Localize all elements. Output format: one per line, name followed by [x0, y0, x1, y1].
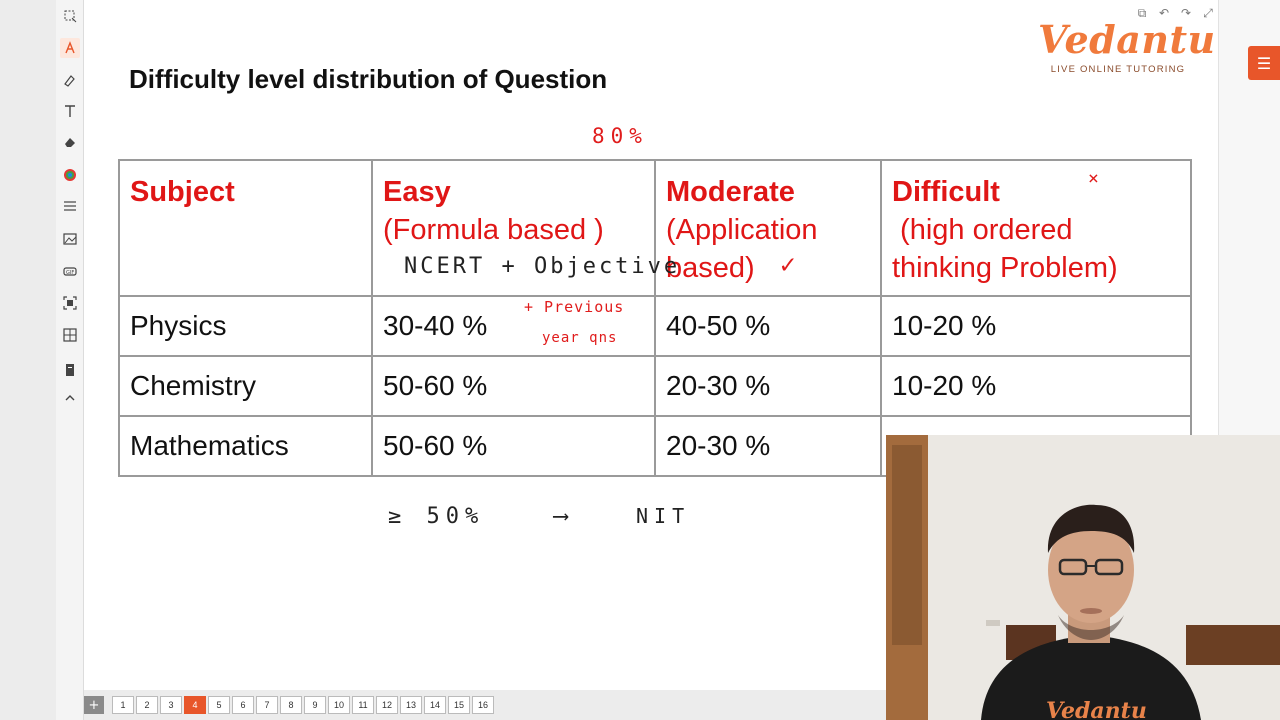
moderate-cell: 40-50 % — [655, 296, 881, 356]
page-tab[interactable]: 1 — [112, 696, 134, 714]
svg-text:GIF: GIF — [66, 270, 75, 276]
page-tab[interactable]: 4 — [184, 696, 206, 714]
page-tab[interactable]: 8 — [280, 696, 302, 714]
header-moderate — [655, 160, 881, 296]
popout-icon[interactable]: ⧉ — [1137, 6, 1147, 20]
annotation-previous: + Previous — [524, 298, 625, 316]
logo-tagline: LIVE ONLINE TUTORING — [1050, 64, 1186, 75]
header-subtitle: based) — [666, 252, 755, 284]
undo-icon[interactable]: ↶ — [1158, 6, 1170, 20]
tool-palette — [56, 0, 84, 720]
header-title: Subject — [130, 176, 235, 208]
page-tab[interactable]: 11 — [352, 696, 374, 714]
header-subtitle: (Application — [666, 214, 818, 246]
logo-wordmark: Vedantu — [1038, 17, 1216, 62]
brand-logo — [1038, 17, 1216, 75]
moderate-cell: 20-30 % — [655, 416, 881, 476]
header-title: Difficult — [892, 176, 1000, 208]
annotation-50-percent: ≥ 50% — [388, 504, 485, 529]
arrow-icon: ⟶ — [554, 504, 568, 529]
collapse-icon[interactable] — [60, 388, 80, 408]
header-difficult — [881, 160, 1191, 296]
shirt-logo: Vedantu — [1046, 698, 1147, 720]
annotation-ncert-objective: NCERT + Objective — [404, 254, 681, 279]
annotation-nit: NIT — [636, 504, 691, 528]
redo-icon[interactable]: ↷ — [1180, 6, 1192, 20]
page-tab[interactable]: 3 — [160, 696, 182, 714]
fullscreen-icon[interactable]: ⤢ — [1203, 6, 1213, 20]
document-icon[interactable] — [60, 360, 80, 380]
table-row — [119, 356, 1191, 416]
eraser-icon[interactable] — [60, 132, 80, 152]
header-subject — [119, 160, 372, 296]
presenter-webcam — [886, 435, 1280, 720]
subject-cell: Physics — [119, 296, 372, 356]
page-tab[interactable]: 10 — [328, 696, 350, 714]
header-subtitle: (high ordered — [892, 214, 1073, 246]
difficulty-table — [118, 159, 1192, 477]
difficult-cell: 10-20 % — [881, 356, 1191, 416]
page-tab[interactable]: 6 — [232, 696, 254, 714]
subject-cell: Mathematics — [119, 416, 372, 476]
line-width-icon[interactable] — [60, 196, 80, 216]
easy-cell: 30-40 % — [372, 296, 655, 356]
header-title: Moderate — [666, 176, 795, 208]
image-icon[interactable] — [60, 229, 80, 249]
select-icon[interactable] — [60, 6, 80, 26]
page-tab[interactable]: 5 — [208, 696, 230, 714]
easy-cell: 50-60 % — [372, 416, 655, 476]
shapes-icon[interactable] — [60, 261, 80, 281]
page-tab[interactable]: 15 — [448, 696, 470, 714]
page-tab[interactable]: 2 — [136, 696, 158, 714]
screenshot-icon[interactable] — [60, 293, 80, 313]
grid-icon[interactable] — [60, 325, 80, 345]
slide-title: Difficulty level distribution of Question — [129, 64, 608, 94]
check-mark-icon: ✓ — [780, 250, 796, 280]
page-tab[interactable]: 12 — [376, 696, 398, 714]
presenter-video-frame — [886, 435, 1280, 720]
table-row — [119, 296, 1191, 356]
moderate-cell: 20-30 % — [655, 356, 881, 416]
page-tab[interactable]: 16 — [472, 696, 494, 714]
page-tab[interactable]: 14 — [424, 696, 446, 714]
difficult-cell: 10-20 % — [881, 296, 1191, 356]
easy-cell: 50-60 % — [372, 356, 655, 416]
subject-cell: Chemistry — [119, 356, 372, 416]
text-icon[interactable] — [60, 101, 80, 121]
page-tab[interactable]: 13 — [400, 696, 422, 714]
menu-icon[interactable]: ☰ — [1248, 46, 1280, 80]
cross-mark-icon: × — [1088, 168, 1099, 189]
header-title: Easy — [383, 176, 451, 208]
highlighter-icon[interactable] — [60, 70, 80, 90]
annotation-80-percent: 80% — [592, 124, 648, 148]
pen-icon[interactable] — [60, 38, 80, 58]
header-subtitle: thinking Problem) — [892, 252, 1118, 284]
header-subtitle: (Formula based ) — [383, 214, 604, 246]
page-tab[interactable]: 9 — [304, 696, 326, 714]
page-tab[interactable]: 7 — [256, 696, 278, 714]
color-picker-icon[interactable] — [60, 165, 80, 185]
add-page-button[interactable]: + — [84, 696, 104, 714]
annotation-year-qns: year qns — [542, 330, 618, 346]
